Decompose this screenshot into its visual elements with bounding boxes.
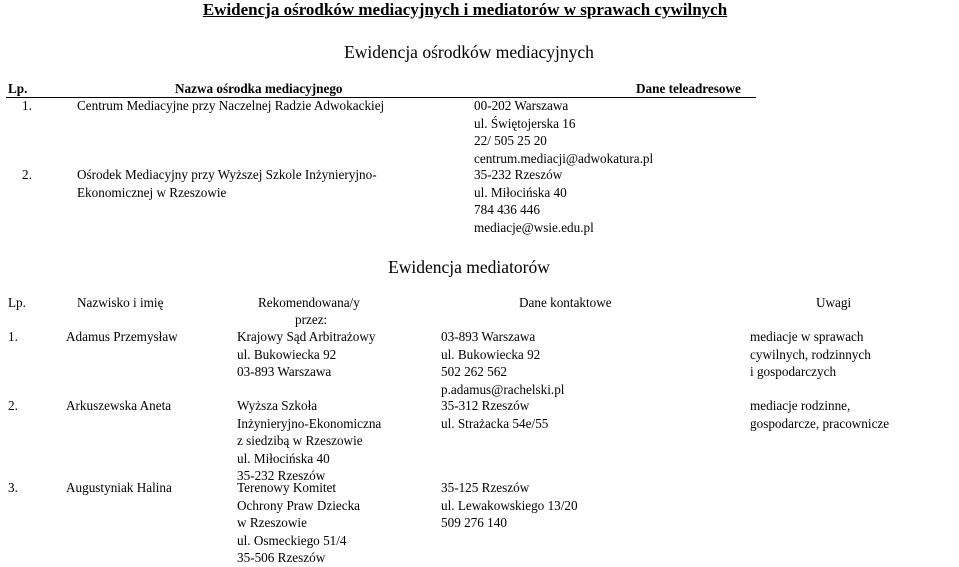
- mediator-row-2-name: Arkuszewska Aneta: [66, 398, 172, 413]
- mediator-row-3-recommended-line: Terenowy Komitet: [237, 480, 337, 495]
- center-row-2-name-line: Ekonomicznej w Rzeszowie: [77, 184, 227, 200]
- mediator-row-2-recommended-line: Wyższa Szkoła: [237, 398, 318, 413]
- mediator-row-1-notes-line: i gospodarczych: [750, 364, 837, 380]
- centers-header-name: Nazwa ośrodka mediacyjnego: [175, 81, 343, 96]
- mediator-row-1-contact-line: 03-893 Warszawa: [441, 329, 536, 344]
- mediators-header-notes: Uwagi: [816, 295, 852, 310]
- mediator-row-3-recommended: [237, 479, 360, 567]
- document-title: Ewidencja ośrodków mediacyjnych i mediatorów w sprawach cywilnych: [202, 0, 728, 19]
- mediator-row-3-contact: [441, 479, 578, 532]
- mediator-row-3-lp: 3.: [8, 480, 18, 495]
- mediator-row-2-contact: [441, 397, 548, 432]
- mediator-row-3-contact-line: 509 276 140: [441, 515, 507, 531]
- mediator-row-1-notes-line: mediacje w sprawach: [750, 329, 864, 344]
- center-row-2-contact: [474, 166, 594, 236]
- center-row-1-name-line: Centrum Mediacyjne przy Naczelnej Radzie Adwokackiej: [77, 98, 385, 113]
- mediator-row-3-recommended-line: ul. Osmeckiego 51/4: [237, 532, 347, 548]
- mediator-row-1-recommended: [237, 328, 375, 381]
- centers-heading: Ewidencja ośrodków mediacyjnych: [344, 42, 594, 62]
- mediator-row-1-recommended-line: 03-893 Warszawa: [237, 364, 332, 380]
- center-row-1-name: [77, 97, 384, 115]
- center-row-1-lp: 1.: [22, 98, 32, 113]
- centers-header-contact: Dane teleadresowe: [636, 81, 741, 96]
- mediators-header-recommended: Rekomendowana/y: [258, 295, 360, 310]
- mediator-row-1-contact-line: 502 262 562: [441, 364, 507, 380]
- mediator-row-2-recommended-line: ul. Miłocińska 40: [237, 450, 330, 466]
- mediator-row-2-recommended: [237, 397, 381, 485]
- mediator-row-1-lp: 1.: [8, 329, 18, 344]
- mediator-row-1-contact-line: p.adamus@rachelski.pl: [441, 381, 565, 397]
- mediator-row-1-contact: [441, 328, 564, 398]
- mediator-row-1-recommended-line: ul. Bukowiecka 92: [237, 346, 337, 362]
- center-row-1-contact-line: centrum.mediacji@adwokatura.pl: [474, 150, 654, 166]
- center-row-2-lp: 2.: [22, 167, 32, 182]
- center-row-2-name: [77, 166, 377, 201]
- mediators-header-recommended-2: przez:: [295, 312, 328, 327]
- mediator-row-3-recommended-line: Ochrony Praw Dziecka: [237, 497, 361, 513]
- mediator-row-2-contact-line: 35-312 Rzeszów: [441, 398, 530, 413]
- mediator-row-3-recommended-line: 35-506 Rzeszów: [237, 550, 326, 566]
- centers-header-lp: Lp.: [8, 81, 28, 96]
- mediator-row-3-contact-line: ul. Lewakowskiego 13/20: [441, 497, 578, 513]
- mediator-row-1-notes-line: cywilnych, rodzinnych: [750, 346, 871, 362]
- center-row-2-contact-line: 35-232 Rzeszów: [474, 167, 563, 182]
- center-row-1-contact-line: ul. Świętojerska 16: [474, 115, 576, 131]
- mediator-row-2-notes: [750, 397, 889, 432]
- mediators-header-name: Nazwisko i imię: [77, 295, 164, 310]
- mediator-row-1-notes: [750, 328, 871, 381]
- mediator-row-1-recommended-line: Krajowy Sąd Arbitrażowy: [237, 329, 376, 344]
- center-row-2-contact-line: mediacje@wsie.edu.pl: [474, 219, 594, 235]
- center-row-2-contact-line: 784 436 446: [474, 202, 540, 218]
- mediator-row-2-recommended-line: z siedzibą w Rzeszowie: [237, 433, 363, 449]
- mediator-row-2-lp: 2.: [8, 398, 18, 413]
- mediator-row-3-contact-line: 35-125 Rzeszów: [441, 480, 530, 495]
- center-row-1-contact-line: 22/ 505 25 20: [474, 133, 547, 149]
- mediator-row-2-notes-line: mediacje rodzinne,: [750, 398, 851, 413]
- mediator-row-2-recommended-line: Inżynieryjno-Ekonomiczna: [237, 415, 382, 431]
- mediator-row-1-name: Adamus Przemysław: [66, 329, 178, 344]
- mediators-header-contact: Dane kontaktowe: [519, 295, 612, 310]
- mediator-row-2-notes-line: gospodarcze, pracownicze: [750, 415, 890, 431]
- mediator-row-2-recommended-line: 35-232 Rzeszów: [237, 468, 326, 484]
- center-row-2-name-line: Ośrodek Mediacyjny przy Wyższej Szkole Inżynieryjno-: [77, 167, 377, 182]
- center-row-1-contact: [474, 97, 653, 167]
- mediator-row-1-contact-line: ul. Bukowiecka 92: [441, 346, 541, 362]
- center-row-2-contact-line: ul. Miłocińska 40: [474, 184, 567, 200]
- center-row-1-contact-line: 00-202 Warszawa: [474, 98, 569, 113]
- mediator-row-2-contact-line: ul. Strażacka 54e/55: [441, 415, 549, 431]
- mediator-row-3-name: Augustyniak Halina: [66, 480, 172, 495]
- mediators-header-lp: Lp.: [8, 295, 26, 310]
- mediators-heading: Ewidencja mediatorów: [388, 257, 550, 277]
- mediator-row-3-recommended-line: w Rzeszowie: [237, 515, 307, 531]
